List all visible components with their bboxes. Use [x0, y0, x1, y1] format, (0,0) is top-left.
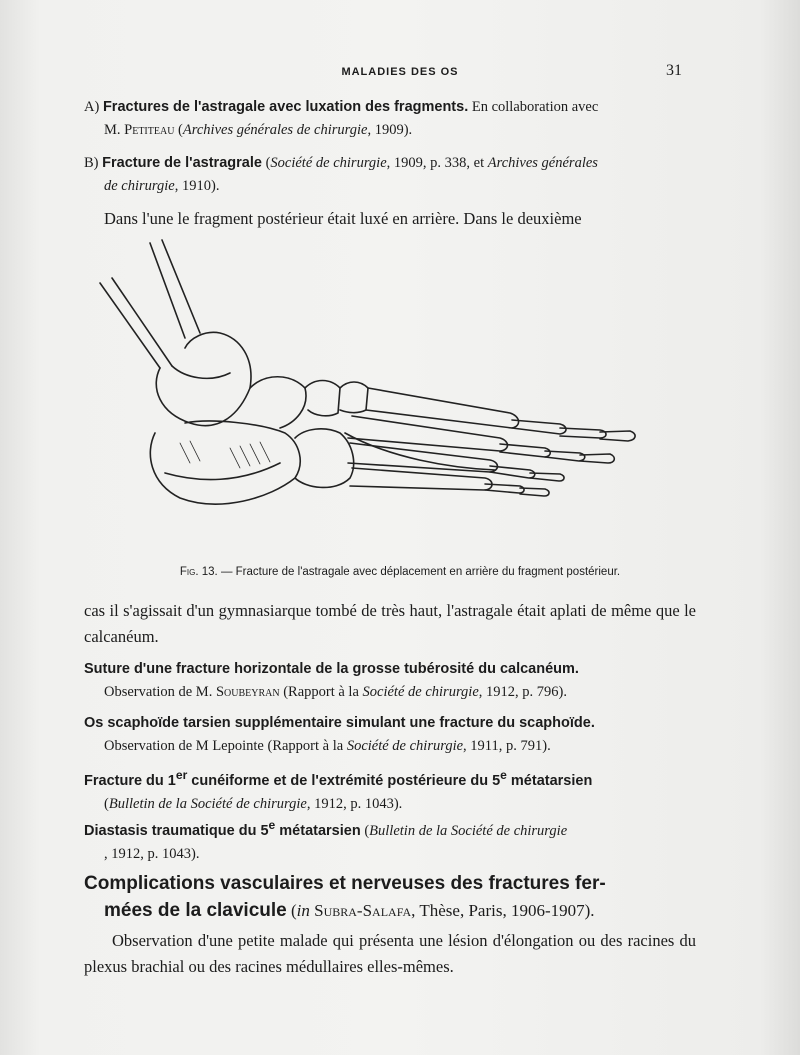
- entry-author: Soubeyran: [215, 684, 280, 700]
- entry-text: (: [360, 822, 370, 839]
- foot-skeleton-figure: [90, 238, 690, 558]
- entry-label: B): [84, 155, 99, 171]
- entry: [84, 658, 700, 704]
- figure-caption: [0, 566, 800, 578]
- section-ref: (: [286, 901, 297, 920]
- entry-title: Fractures de l'astragale avec luxation des fragments.: [102, 99, 469, 115]
- superscript: er: [175, 768, 188, 782]
- entry-source: Bulletin de la Société de chirurgie: [108, 795, 307, 812]
- superscript: e: [268, 818, 276, 832]
- entry-text: Observation de M.: [104, 684, 216, 700]
- entry-source: Société de chirurgie: [362, 684, 479, 700]
- entry-text: , 1911, p. 791).: [463, 738, 551, 754]
- entry-source: Société de chirurgie: [270, 155, 387, 171]
- entry-text: Observation de M Lepointe (Rapport à la: [104, 738, 347, 754]
- section-title: Complications vasculaires et nerveuses des fractures fer-: [84, 873, 606, 894]
- section-heading: [84, 870, 696, 924]
- title-part: Fracture du 1: [84, 772, 176, 789]
- entry-text: , 1912, p. 796).: [478, 684, 567, 700]
- entry-b: [84, 152, 704, 198]
- paragraph: Dans l'une le fragment postérieur était luxé en arrière. Dans le deuxième: [104, 209, 582, 228]
- figure-caption-text: — Fracture de l'astragale avec déplacement en arrière du fragment postérieur.: [217, 566, 621, 578]
- figure-label: Fig. 13.: [179, 566, 218, 578]
- entry-source: Société de chirurgie: [346, 738, 464, 754]
- entry-source: Archives générales: [487, 155, 598, 171]
- entry-text: , 1910).: [174, 178, 220, 194]
- entry-year: , 1909).: [367, 122, 413, 138]
- entry-title: Fracture de l'astragrale: [102, 155, 262, 171]
- entry-text: (: [104, 795, 109, 812]
- entry-title: Os scaphoïde tarsien supplémentaire simulant une fracture du scaphoïde.: [84, 715, 595, 731]
- section-ref: in: [296, 901, 310, 920]
- entry-text: (: [261, 155, 271, 171]
- entry-source: de chirurgie: [104, 178, 175, 194]
- entry-title: [84, 818, 361, 839]
- entry-title: [84, 768, 593, 789]
- entry: [84, 814, 700, 866]
- entry-text: , 1912, p. 1043).: [104, 845, 200, 862]
- paragraph: Observation d'une petite malade qui présenta une lésion d'élongation ou des racines du plexus brachial ou des racines médullaires elles-mêmes.: [84, 931, 696, 976]
- entry: [84, 712, 700, 758]
- entry-author: M. Petiteau: [104, 122, 175, 138]
- entry-text: , 1909, p. 338, et: [386, 155, 488, 171]
- title-part: cunéiforme et de l'extrémité postérieure du 5: [187, 772, 501, 789]
- section-ref: , Thèse, Paris, 1906-1907).: [411, 901, 595, 920]
- running-head: MALADIES DES OS: [341, 66, 459, 78]
- section-author: Subra-Salafa: [309, 901, 412, 920]
- entry-label: A): [84, 99, 100, 115]
- page-number: 31: [666, 62, 682, 79]
- entry-title: Suture d'une fracture horizontale de la grosse tubérosité du calcanéum.: [84, 661, 579, 677]
- entry-a: A) Fractures de l'astragale avec luxation des fragments. En collaboration avec M. Petiteau (Archives générales de chirurgie, 1909).: [84, 99, 599, 138]
- entry-text: En collaboration avec: [468, 99, 599, 115]
- title-part: Diastasis traumatique du 5: [84, 822, 269, 839]
- entry-source: Bulletin de la Société de chirurgie: [369, 822, 568, 839]
- entry-source: Archives générales de chirurgie: [182, 122, 368, 138]
- title-part: métatarsien: [275, 822, 361, 839]
- entry: [84, 764, 700, 816]
- entry-text: , 1912, p. 1043).: [306, 795, 403, 812]
- title-part: métatarsien: [506, 772, 593, 789]
- section-title: mées de la clavicule: [104, 900, 287, 921]
- superscript: e: [500, 768, 507, 782]
- paragraph: cas il s'agissait d'un gymnasiarque tombé de très haut, l'astragale était aplati de même que le calcanéum.: [84, 601, 696, 646]
- entry-text: (Rapport à la: [279, 684, 363, 700]
